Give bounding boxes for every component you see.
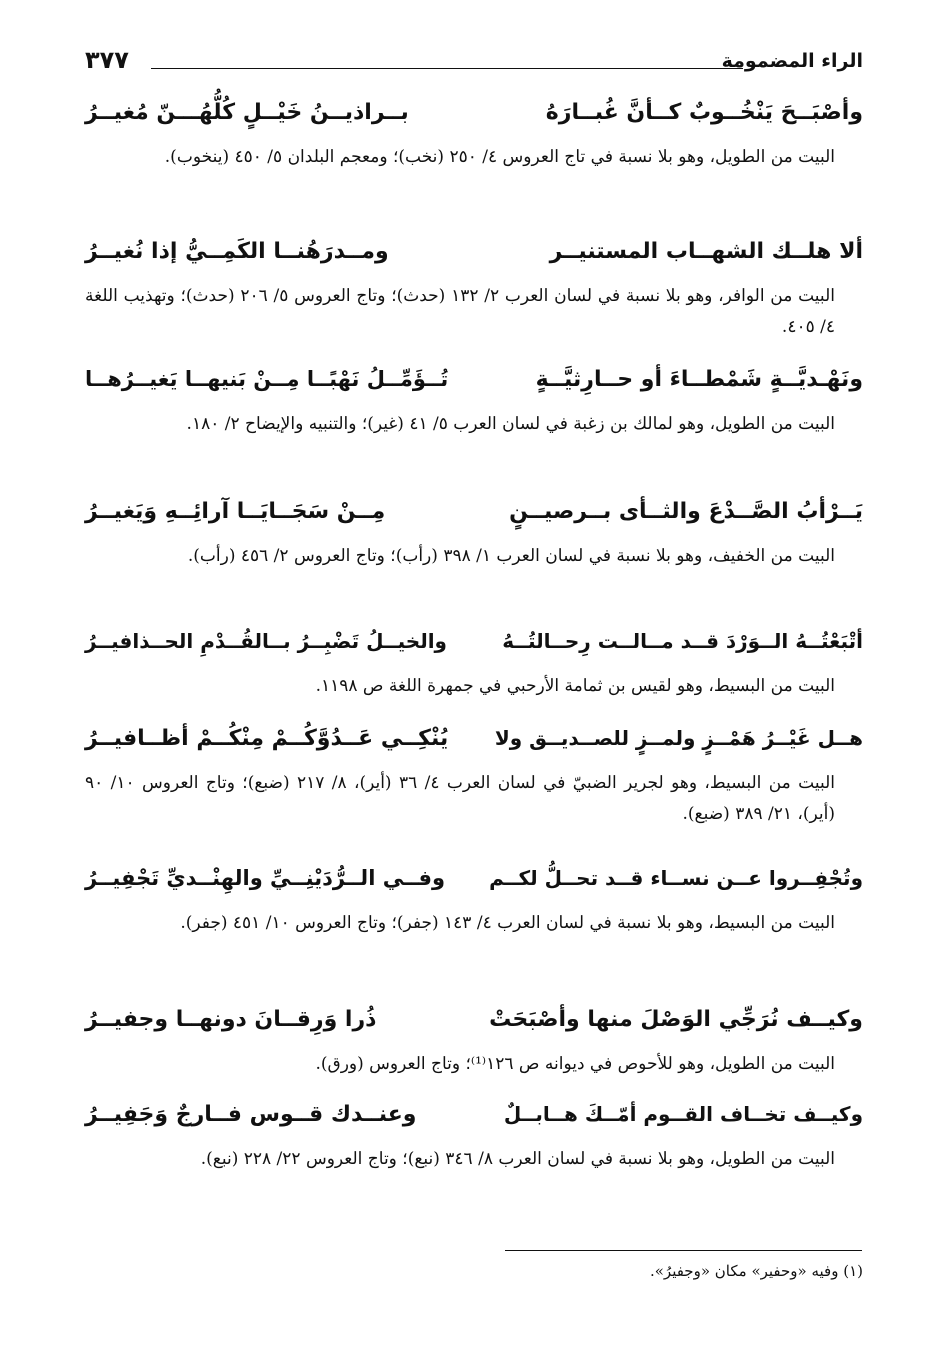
verse-line (85, 495, 863, 539)
second-hemistich: ذُرا وَرِقــانَ دونهــا وجفيــرُ (85, 1007, 377, 1032)
verse-note: البيت من الطويل، وهو لمالك بن زغبة في لسان العرب ٥/ ٤١ (غير)؛ والتنبيه والإيضاح ٢/ ١٨٠. (186, 414, 835, 434)
second-hemistich: ومــدرَهُنــا الكَمِــيُّ إذا نُغيــرُ (85, 239, 389, 264)
verse-entry (85, 722, 863, 830)
verse-entry (85, 1098, 863, 1175)
verse-note: البيت من البسيط، وهو لجرير الضبيّ في لسان العرب ٤/ ٣٦ (أير)، ٨/ ٢١٧ (ضبع)؛ وتاج العروس ١٠/ ٩٠ (أير)، ٢١/ ٣٨٩ (ضبع). (85, 773, 836, 824)
verse-line (85, 235, 863, 279)
verse-note: البيت من الخفيف، وهو بلا نسبة في لسان العرب ١/ ٣٩٨ (رأب)؛ وتاج العروس ٢/ ٤٥٦ (رأب). (187, 546, 835, 566)
verse-note: البيت من البسيط، وهو لقيس بن ثمامة الأرحبي في جمهرة اللغة ص ١١٩٨. (315, 676, 835, 696)
first-hemistich: وكيــف نُرَجِّي الوَصْلَ منها وأصْبَحَتْ (489, 1007, 863, 1032)
second-hemistich: مِــنْ سَجَــايَــا آرائِــهِ وَيَغيــرُ (85, 499, 386, 524)
first-hemistich: هــل غَيْــرُ هَمْــزٍ ولمــزٍ للصــديــق ولا (494, 726, 863, 750)
verse-entry (85, 862, 863, 939)
second-hemistich: وفــي الــرُّدَيْنِــيِّ والهِنْــديِّ تَجْفِيــرُ (85, 866, 446, 890)
first-hemistich: أتْبَعْتُــهُ الــوَرْدَ قــد مــالــت رِحــالتُــهُ (502, 629, 863, 653)
second-hemistich: وعنــدك قــوس فــارجٌ وَجَفِيــرُ (85, 1102, 417, 1127)
verse-entry (85, 363, 863, 440)
footnote: (١) وفيه «وحفير» مكان «وجفيرُ». (649, 1262, 863, 1280)
verse-note: البيت من الطويل، وهو بلا نسبة في لسان العرب ٨/ ٣٤٦ (نبع)؛ وتاج العروس ٢٢/ ٢٢٨ (نبع). (200, 1149, 835, 1169)
verse-entry (85, 1003, 863, 1080)
second-hemistich: يُنْكِــي عَــدُوَّكُــمْ مِنْكُــمْ أظــافيــرُ (85, 726, 449, 751)
verse-line (85, 625, 863, 669)
header-rule (151, 68, 743, 69)
second-hemistich: بــراذيــنُ خَيْــلٍ كُلُّهُـــنّ مُغيــرُ (85, 100, 409, 125)
second-hemistich: والخيــلُ تَضْبِــرُ بــالقُــدْمِ الحــذافيــرُ (85, 629, 447, 653)
verse-line (85, 862, 863, 906)
first-hemistich: يَــرْأبُ الصَّــدْعَ والثــأى بــرصيــنٍ (509, 499, 863, 524)
second-hemistich: تُــؤَمِّــلُ نَهْبًــا مِــنْ بَنيهــا يَغيــرُهــا (85, 367, 449, 391)
footnote-rule (505, 1250, 862, 1251)
verse-entry (85, 625, 863, 702)
verse-line (85, 363, 863, 407)
verse-note: البيت من الوافر، وهو بلا نسبة في لسان العرب ٢/ ١٣٢ (حدث)؛ وتاج العروس ٥/ ٢٠٦ (حدث)؛ وتهذيب اللغة ٤/ ٤٠٥. (85, 286, 835, 337)
verse-entry (85, 96, 863, 173)
verse-line (85, 722, 863, 766)
verse-entry (85, 235, 863, 343)
first-hemistich: ونَهْـديَّــةٍ شَمْطــاءَ أو حــارِثيَّــةٍ (535, 367, 863, 392)
page-header (85, 44, 863, 84)
first-hemistich: ألا هلــك الشهــاب المستنيــر (549, 239, 863, 264)
first-hemistich: وكيــف تخــاف القــوم أمّــكَ هــابــلٌ (503, 1102, 863, 1126)
verse-line (85, 96, 863, 140)
verse-note: البيت من الطويل، وهو بلا نسبة في تاج العروس ٤/ ٢٥٠ (نخب)؛ ومعجم البلدان ٥/ ٤٥٠ (ينخوب). (164, 147, 835, 167)
verse-entry (85, 495, 863, 572)
verse-line (85, 1003, 863, 1047)
verse-note: البيت من الطويل، وهو للأحوص في ديوانه ص ١٢٦⁽¹⁾؛ وتاج العروس (ورق). (315, 1054, 835, 1074)
running-title: الراء المضمومة (721, 50, 863, 72)
first-hemistich: وأصْبَــحَ يَنْخُــوبٌ كــأنَّ غُبــارَهُ (545, 100, 863, 125)
verse-note: البيت من البسيط، وهو بلا نسبة في لسان العرب ٤/ ١٤٣ (جفر)؛ وتاج العروس ١٠/ ٤٥١ (جفر). (180, 913, 835, 933)
page-number: ٣٧٧ (85, 46, 129, 74)
verse-line (85, 1098, 863, 1142)
first-hemistich: وتُجْفِــروا عــن نســاء قــد تحــلُّ لكــم (489, 866, 863, 890)
